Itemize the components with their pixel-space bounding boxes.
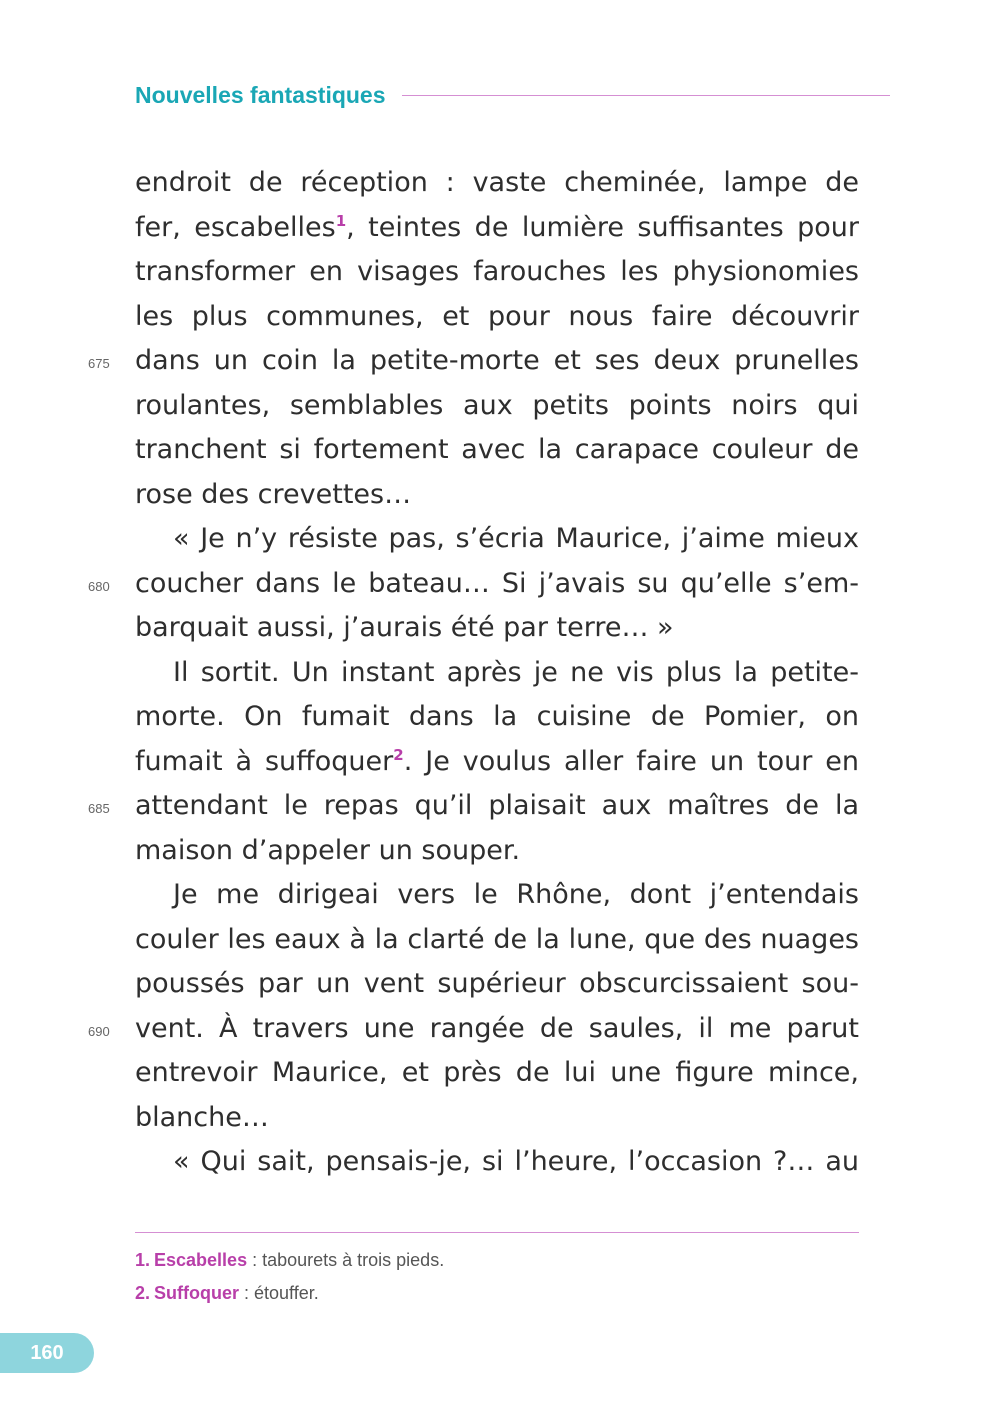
footnote-divider [135, 1232, 859, 1233]
text-line: « Je n’y résiste pas, s’écria Maurice, j’aime mieux [173, 523, 859, 554]
text-line: coucher dans le bateau… Si j’avais su qu’elle s’em- [135, 567, 859, 599]
line-number: 685 [88, 801, 110, 816]
text-line: tranchent si fortement avec la carapace couleur de [135, 434, 859, 465]
text-line: maison d’appeler un souper. [135, 834, 521, 866]
running-head-title: Nouvelles fantastiques [135, 81, 386, 108]
footnote-number: 1. [135, 1250, 151, 1270]
running-head [135, 78, 890, 112]
text-line: entrevoir Maurice, et près de lui une figure mince, [135, 1057, 859, 1088]
text-line: fer, escabelles$^1$, teintes de lumière suffisantes pour [135, 211, 859, 243]
text-line: attendant le repas qu’il plaisait aux maîtres de la [135, 790, 859, 821]
footnote-term: Escabelles [154, 1250, 248, 1270]
text-line: vent. À travers une rangée de saules, il me parut [135, 1012, 859, 1044]
footnote-2 [135, 1279, 859, 1312]
text-line: transformer en visages farouches les physionomies [135, 256, 859, 287]
text-line: couler les eaux à la clarté de la lune, que des nuages [135, 923, 859, 955]
text-line: barquait aussi, j’aurais été par terre… » [135, 612, 674, 643]
footnotes [135, 1246, 859, 1312]
text-line: roulantes, semblables aux petits points noirs qui [135, 389, 859, 421]
page-number-tab [0, 1333, 94, 1373]
line-number: 690 [88, 1024, 110, 1039]
text-line: les plus communes, et pour nous faire découvrir [135, 300, 859, 332]
text-line: rose des crevettes… [135, 478, 412, 510]
page-number: 160 [30, 1341, 64, 1364]
body-text [135, 161, 859, 1185]
text-line: dans un coin la petite-morte et ses deux prunelles [135, 345, 859, 376]
footnote-ref-1[interactable]: 1 [335, 211, 347, 230]
line-number: 675 [88, 356, 110, 371]
text-line: endroit de réception : vaste cheminée, lampe de [135, 167, 859, 198]
running-head-rule [402, 95, 890, 96]
line-number: 680 [88, 579, 110, 594]
text-line: blanche… [135, 1101, 269, 1133]
footnote-term: Suffoquer [154, 1283, 240, 1303]
text-line: Je me dirigeai vers le Rhône, dont j’entendais [173, 879, 859, 910]
footnote-number: 2. [135, 1283, 151, 1303]
text-line: fumait à suffoquer$^2$. Je voulus aller faire un tour en [135, 745, 859, 777]
text-line: Il sortit. Un instant après je ne vis plus la petite- [173, 656, 859, 688]
text-line: morte. On fumait dans la cuisine de Pomier, on [135, 701, 859, 732]
text-line: poussés par un vent supérieur obscurcissaient sou- [135, 968, 859, 999]
footnote-definition: : étouffer. [239, 1283, 319, 1303]
footnote-ref-2[interactable]: 2 [393, 745, 404, 764]
footnote-1 [135, 1246, 859, 1279]
text-line: « Qui sait, pensais-je, si l’heure, l’occasion ?… au [173, 1146, 859, 1177]
footnote-definition: : tabourets à trois pieds. [247, 1250, 445, 1270]
